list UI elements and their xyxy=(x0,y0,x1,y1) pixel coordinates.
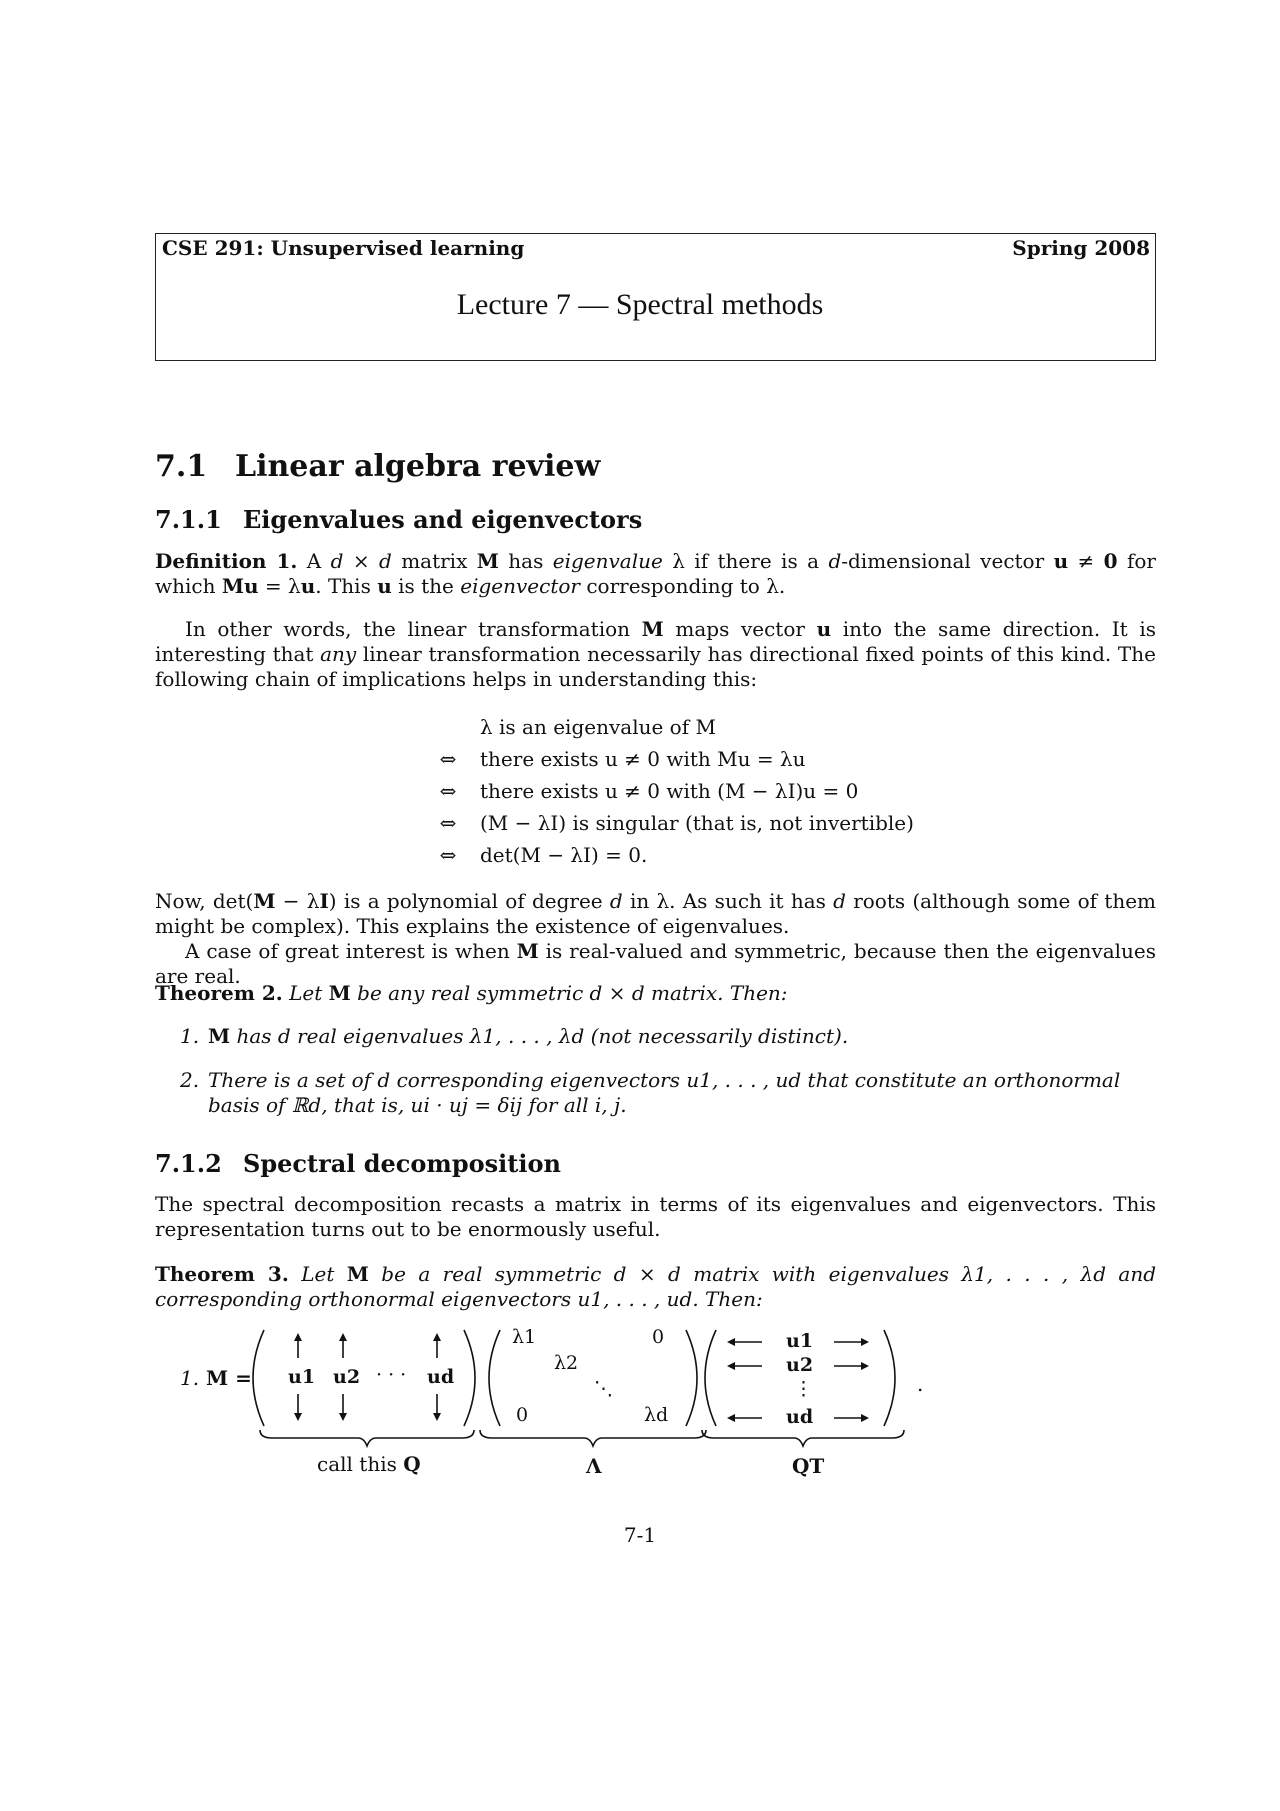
text: into the same direction. It is interesting that xyxy=(155,617,1156,666)
theorem-text: Let xyxy=(289,981,329,1005)
matrix-symbol: M xyxy=(346,1262,369,1286)
list-number: 1. xyxy=(180,1024,200,1048)
lambda-left-paren xyxy=(489,1330,500,1426)
chain-text: λ is an eigenvalue of M xyxy=(480,715,716,739)
vector-symbol: u xyxy=(377,574,392,598)
definition-1 xyxy=(155,549,1156,599)
text: maps vector xyxy=(663,617,817,641)
course-name: CSE 291: Unsupervised learning xyxy=(162,236,525,260)
subsection-number-2: 7.1.2 xyxy=(155,1149,222,1178)
text: ) is a polynomial of degree xyxy=(328,889,610,913)
lambda-2: λ2 xyxy=(554,1352,579,1374)
matrix-symbol: M xyxy=(253,889,276,913)
qt-label: QT xyxy=(792,1454,825,1478)
subsection-heading-1 xyxy=(155,505,642,534)
text: matrix xyxy=(391,549,477,573)
chain-text: there exists u ≠ 0 with Mu = λu xyxy=(480,747,806,771)
text: in λ. As such it has xyxy=(622,889,834,913)
list-number: 2. xyxy=(180,1068,200,1092)
lambda-zero-upper: 0 xyxy=(652,1326,665,1348)
lambda-1: λ1 xyxy=(512,1326,537,1348)
qt-right-paren xyxy=(884,1330,895,1426)
list-item xyxy=(180,1068,1156,1118)
theorem-text: be a real symmetric d × d matrix with eigenvalues λ1, . . . , λd and corresponding orthonormal eigenvectors u1, . . . , ud. Then: xyxy=(155,1262,1157,1311)
section-heading xyxy=(155,449,600,484)
chain-text: there exists u ≠ 0 with (M − λI)u = 0 xyxy=(480,779,859,803)
subsection-heading-2 xyxy=(155,1149,561,1178)
page-number: 7-1 xyxy=(623,1523,657,1547)
text: -dimensional vector xyxy=(841,549,1054,573)
q-symbol: Q xyxy=(403,1452,421,1476)
q-column-u1: u1 xyxy=(288,1366,316,1388)
definition-label: Definition 1. xyxy=(155,549,298,573)
lecture-title: Lecture 7 — Spectral methods xyxy=(456,288,824,321)
matrix-symbol: M xyxy=(476,549,499,573)
theorem-text: be any real symmetric d × d matrix. Then: xyxy=(350,981,788,1005)
theorem-2-list xyxy=(180,1024,1156,1137)
equation-lhs: M = xyxy=(206,1366,252,1390)
iff-arrow: ⇔ xyxy=(439,747,457,771)
lambda-right-paren xyxy=(686,1330,697,1426)
q-column-u2: u2 xyxy=(333,1366,361,1388)
text: is real-valued and symmetric, because then the eigenvalues are real. xyxy=(155,939,1157,988)
product-symbol: Mu xyxy=(221,574,259,598)
text: for which xyxy=(155,549,1156,598)
term-label: Spring 2008 xyxy=(1012,236,1150,260)
q-label xyxy=(317,1452,421,1476)
q-underbrace xyxy=(260,1430,474,1446)
matrix-symbol: M xyxy=(208,1024,231,1048)
lambda-label: Λ xyxy=(586,1454,602,1478)
text: − λ xyxy=(275,889,320,913)
vector-symbol: u xyxy=(816,617,832,641)
text: A case of great interest is when xyxy=(185,939,517,963)
qt-row-ud: ud xyxy=(786,1406,814,1428)
var: d xyxy=(609,889,623,913)
qt-row-vdots: ⋮ xyxy=(794,1378,813,1400)
var: d xyxy=(828,549,842,573)
theorem-2 xyxy=(155,981,1156,1006)
q-column-ud: ud xyxy=(427,1366,455,1388)
text: has xyxy=(498,549,553,573)
text: Now, det( xyxy=(155,889,254,913)
var: d xyxy=(833,889,846,913)
zero-vector: 0 xyxy=(1103,549,1118,573)
lambda-d: λd xyxy=(644,1404,669,1426)
subsection-number-1: 7.1.1 xyxy=(155,505,222,534)
matrix-symbol: M xyxy=(328,981,351,1005)
matrix-symbol: M xyxy=(641,617,664,641)
qt-left-paren xyxy=(705,1330,716,1426)
text: λ if there is a xyxy=(662,549,829,573)
paragraph-1 xyxy=(155,617,1156,692)
iff-arrow: ⇔ xyxy=(439,843,457,867)
iff-arrow: ⇔ xyxy=(439,811,457,835)
list-text: There is a set of d corresponding eigenvectors u1, . . . , ud that constitute an orthonormal basis of ℝd, that is, ui · uj = δij for all i, j. xyxy=(208,1068,1121,1117)
subsection-title-2: Spectral decomposition xyxy=(243,1149,561,1178)
lambda-underbrace xyxy=(480,1430,706,1446)
emphasis: eigenvalue xyxy=(552,549,663,573)
matrix-symbol: M xyxy=(516,939,539,963)
theorem-label: Theorem 3. xyxy=(155,1262,289,1286)
text: roots (although some of them might be complex). This explains the existence of eigenvalues. xyxy=(155,889,1157,938)
emphasis: any xyxy=(320,642,357,666)
spectral-decomposition-equation xyxy=(150,1322,1150,1492)
list-text: has d real eigenvalues λ1, . . . , λd (not necessarily distinct). xyxy=(230,1024,849,1048)
chain-text: det(M − λI) = 0. xyxy=(480,843,648,867)
text: corresponding to λ. xyxy=(579,574,786,598)
text: linear transformation necessarily has directional fixed points of this kind. The following chain of implications helps in understanding this: xyxy=(155,642,1156,691)
lambda-ddots: ⋱ xyxy=(594,1378,613,1400)
text: × xyxy=(343,549,379,573)
section-title: Linear algebra review xyxy=(235,449,601,484)
var: d xyxy=(330,549,344,573)
qt-row-u2: u2 xyxy=(786,1354,814,1376)
text: In other words, the linear transformation xyxy=(185,617,642,641)
list-item xyxy=(180,1024,1156,1049)
emphasis: eigenvector xyxy=(460,574,580,598)
theorem-3 xyxy=(155,1262,1156,1312)
iff-arrow: ⇔ xyxy=(439,779,457,803)
theorem-text: Let xyxy=(301,1262,347,1286)
qt-underbrace xyxy=(702,1430,904,1446)
text: . This xyxy=(315,574,378,598)
theorem-label: Theorem 2. xyxy=(155,981,283,1005)
q-left-paren xyxy=(253,1330,264,1426)
paragraph-4: The spectral decomposition recasts a matrix in terms of its eigenvalues and eigenvectors. This representation turns out to be enormously useful. xyxy=(155,1192,1156,1241)
text: A xyxy=(306,549,331,573)
vector-symbol: u xyxy=(1053,549,1069,573)
text: = λ xyxy=(258,574,301,598)
text: is the xyxy=(391,574,461,598)
lambda-zero-lower: 0 xyxy=(516,1404,529,1426)
q-column-dots: · · · xyxy=(376,1364,407,1386)
subsection-title-1: Eigenvalues and eigenvectors xyxy=(243,505,643,534)
q-right-paren xyxy=(464,1330,475,1426)
vector-symbol: u xyxy=(300,574,316,598)
text: ≠ xyxy=(1068,549,1104,573)
var: d xyxy=(378,549,392,573)
equation-item-number: 1. xyxy=(180,1366,200,1390)
qt-row-u1: u1 xyxy=(786,1330,814,1352)
q-label-text: call this xyxy=(317,1452,404,1476)
identity-symbol: I xyxy=(319,889,329,913)
chain-text: (M − λI) is singular (that is, not invertible) xyxy=(480,811,914,835)
equation-period: . xyxy=(917,1372,924,1396)
section-number: 7.1 xyxy=(155,449,208,484)
paragraph-2 xyxy=(155,889,1156,939)
